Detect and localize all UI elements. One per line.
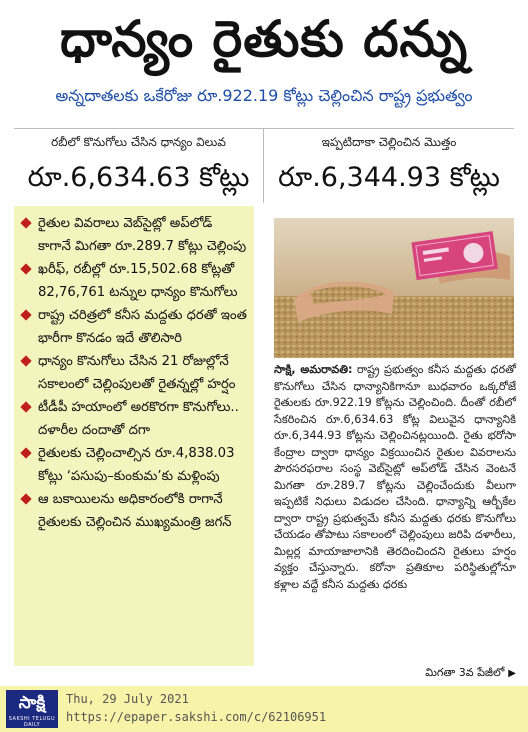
stat-amount: రూ.6,634.63 కోట్లు: [27, 162, 250, 193]
highlight-text: ఖరీఫ్, రబీల్లో రూ.15,502.68 కోట్లతో 82,76,761 టన్నుల ధాన్యం కొనుగోలు: [38, 262, 238, 300]
highlight-item: [22, 304, 248, 350]
highlights-box: [14, 206, 254, 666]
bullet-marker-icon: [20, 309, 31, 320]
stat-caption: ఇప్పటిదాకా చెల్లించిన మొత్తం: [321, 135, 457, 149]
highlight-text: ధాన్యం కొనుగోలు చేసిన 21 రోజుల్లోనే సకాలంలో చెల్లింపులతో రైతన్నల్లో హర్షం: [38, 354, 236, 392]
edition-date: Thu, 29 July 2021: [66, 692, 189, 706]
bullet-marker-icon: [20, 217, 31, 228]
bullet-marker-icon: [20, 401, 31, 412]
logo-subtext: SAKSHI TELUGU DAILY: [8, 716, 56, 728]
stat-caption: రబీలో కొనుగోలు చేసిన ధాన్యం విలువ: [51, 135, 226, 149]
continued-text: మిగతా 3వ పేజీలో: [425, 666, 505, 679]
stat-amount: రూ.6,344.93 కోట్లు: [278, 162, 500, 193]
sakshi-logo: [6, 690, 58, 728]
bullet-marker-icon: [20, 493, 31, 504]
footer-bar: [0, 686, 528, 732]
highlight-text: రాష్ట్ర చరిత్రలో కనీస మద్దతు ధరతో ఇంత భారీగా కొనడం ఇదే తొలిసారి: [38, 308, 247, 346]
highlight-text: ఆ బకాయిలను అధికారంలోకి రాగానే రైతులకు చెల్లించిన ముఖ్యమంత్రి జగన్: [38, 492, 232, 530]
highlight-text: టీడీపీ హయాంలో అరకొరగా కొనుగోలు.. దళారీల దందాతో దగా: [38, 400, 239, 438]
epaper-link[interactable]: https://epaper.sakshi.com/c/62106951: [66, 710, 327, 724]
highlight-item: [22, 350, 248, 396]
bullet-marker-icon: [20, 447, 31, 458]
stat-paid-total: [264, 129, 514, 203]
bullet-marker-icon: [20, 263, 31, 274]
highlight-item: [22, 258, 248, 304]
logo-text: సాక్షి: [18, 693, 46, 713]
play-arrow-icon: ▶: [508, 668, 516, 679]
article-body: [274, 362, 516, 662]
article-text: రాష్ట్ర ప్రభుత్వం కనీస మద్దతు ధరతో కొనుగోలు చేసిన ధాన్యానికిగానూ బుధవారం ఒక్కరోజే రైతులకు రూ.922.19 కోట్లను చెల్లించింది. దీంతో రబీలో సేకరించిన రూ.6,634.63 కోట్ల విలువైన ధాన్యానికి రూ.6,344.93 కోట్లను చెల్లించినట్లయింది. రైతు భరోసా కేంద్రాల ద్వారా ధాన్యం విక్రయించిన రైతుల వివరాలను పౌరసరఫరాల సంస్థ వెబ్‌సైట్లో అప్‌లోడ్ చేసిన వెంటనే మిగతా రూ.289.7 కోట్లను చెల్లించేందుకు వీలుగా ఇప్పటికే నిధులు విడుదల చేసింది. ధాన్యాన్ని ఆర్బీకేల ద్వారా రాష్ట్ర ప్రభుత్వమే కనీస మద్దతు ధరకు కొనుగోలు చేయడం తోపాటు సకాలంలో చెల్లింపులు జరిపి దళారీలు, మిల్లర్ల మాయాజాలానికి తెరదించిందని రైతులు హర్షం వ్యక్తం చేస్తున్నారు. కరోనా ప్రతికూల పరిస్థితుల్లోనూ కళ్లాల వద్దే కనీస మద్దతు ధరకు: [274, 363, 516, 591]
dateline: సాక్షి, అమరావతి:: [274, 363, 353, 376]
highlight-item: [22, 488, 248, 534]
highlight-text: రైతుల వివరాలు వెబ్‌సైట్లో అప్‌లోడ్ కాగానే మిగతా రూ.289.7 కోట్లు చెల్లింపు: [38, 216, 247, 254]
grain-money-photo: [274, 218, 514, 358]
highlight-text: రైతులకు చెల్లించాల్సిన రూ.4,838.03 కోట్లు ‘పసుపు–కుంకుమ’కు మళ్లింపు: [38, 446, 235, 484]
bullet-marker-icon: [20, 355, 31, 366]
continued-note: [425, 666, 516, 682]
stat-purchased-value: [14, 129, 264, 203]
highlight-item: [22, 212, 248, 258]
headline: ధాన్యం రైతుకు దన్ను: [59, 10, 468, 68]
highlight-item: [22, 396, 248, 442]
highlight-item: [22, 442, 248, 488]
photo-illustration: [274, 218, 514, 358]
stats-row: [14, 128, 514, 202]
subheadline: అన్నదాతలకు ఒకేరోజు రూ.922.19 కోట్లు చెల్లించిన రాష్ట్ర ప్రభుత్వం: [55, 86, 473, 105]
